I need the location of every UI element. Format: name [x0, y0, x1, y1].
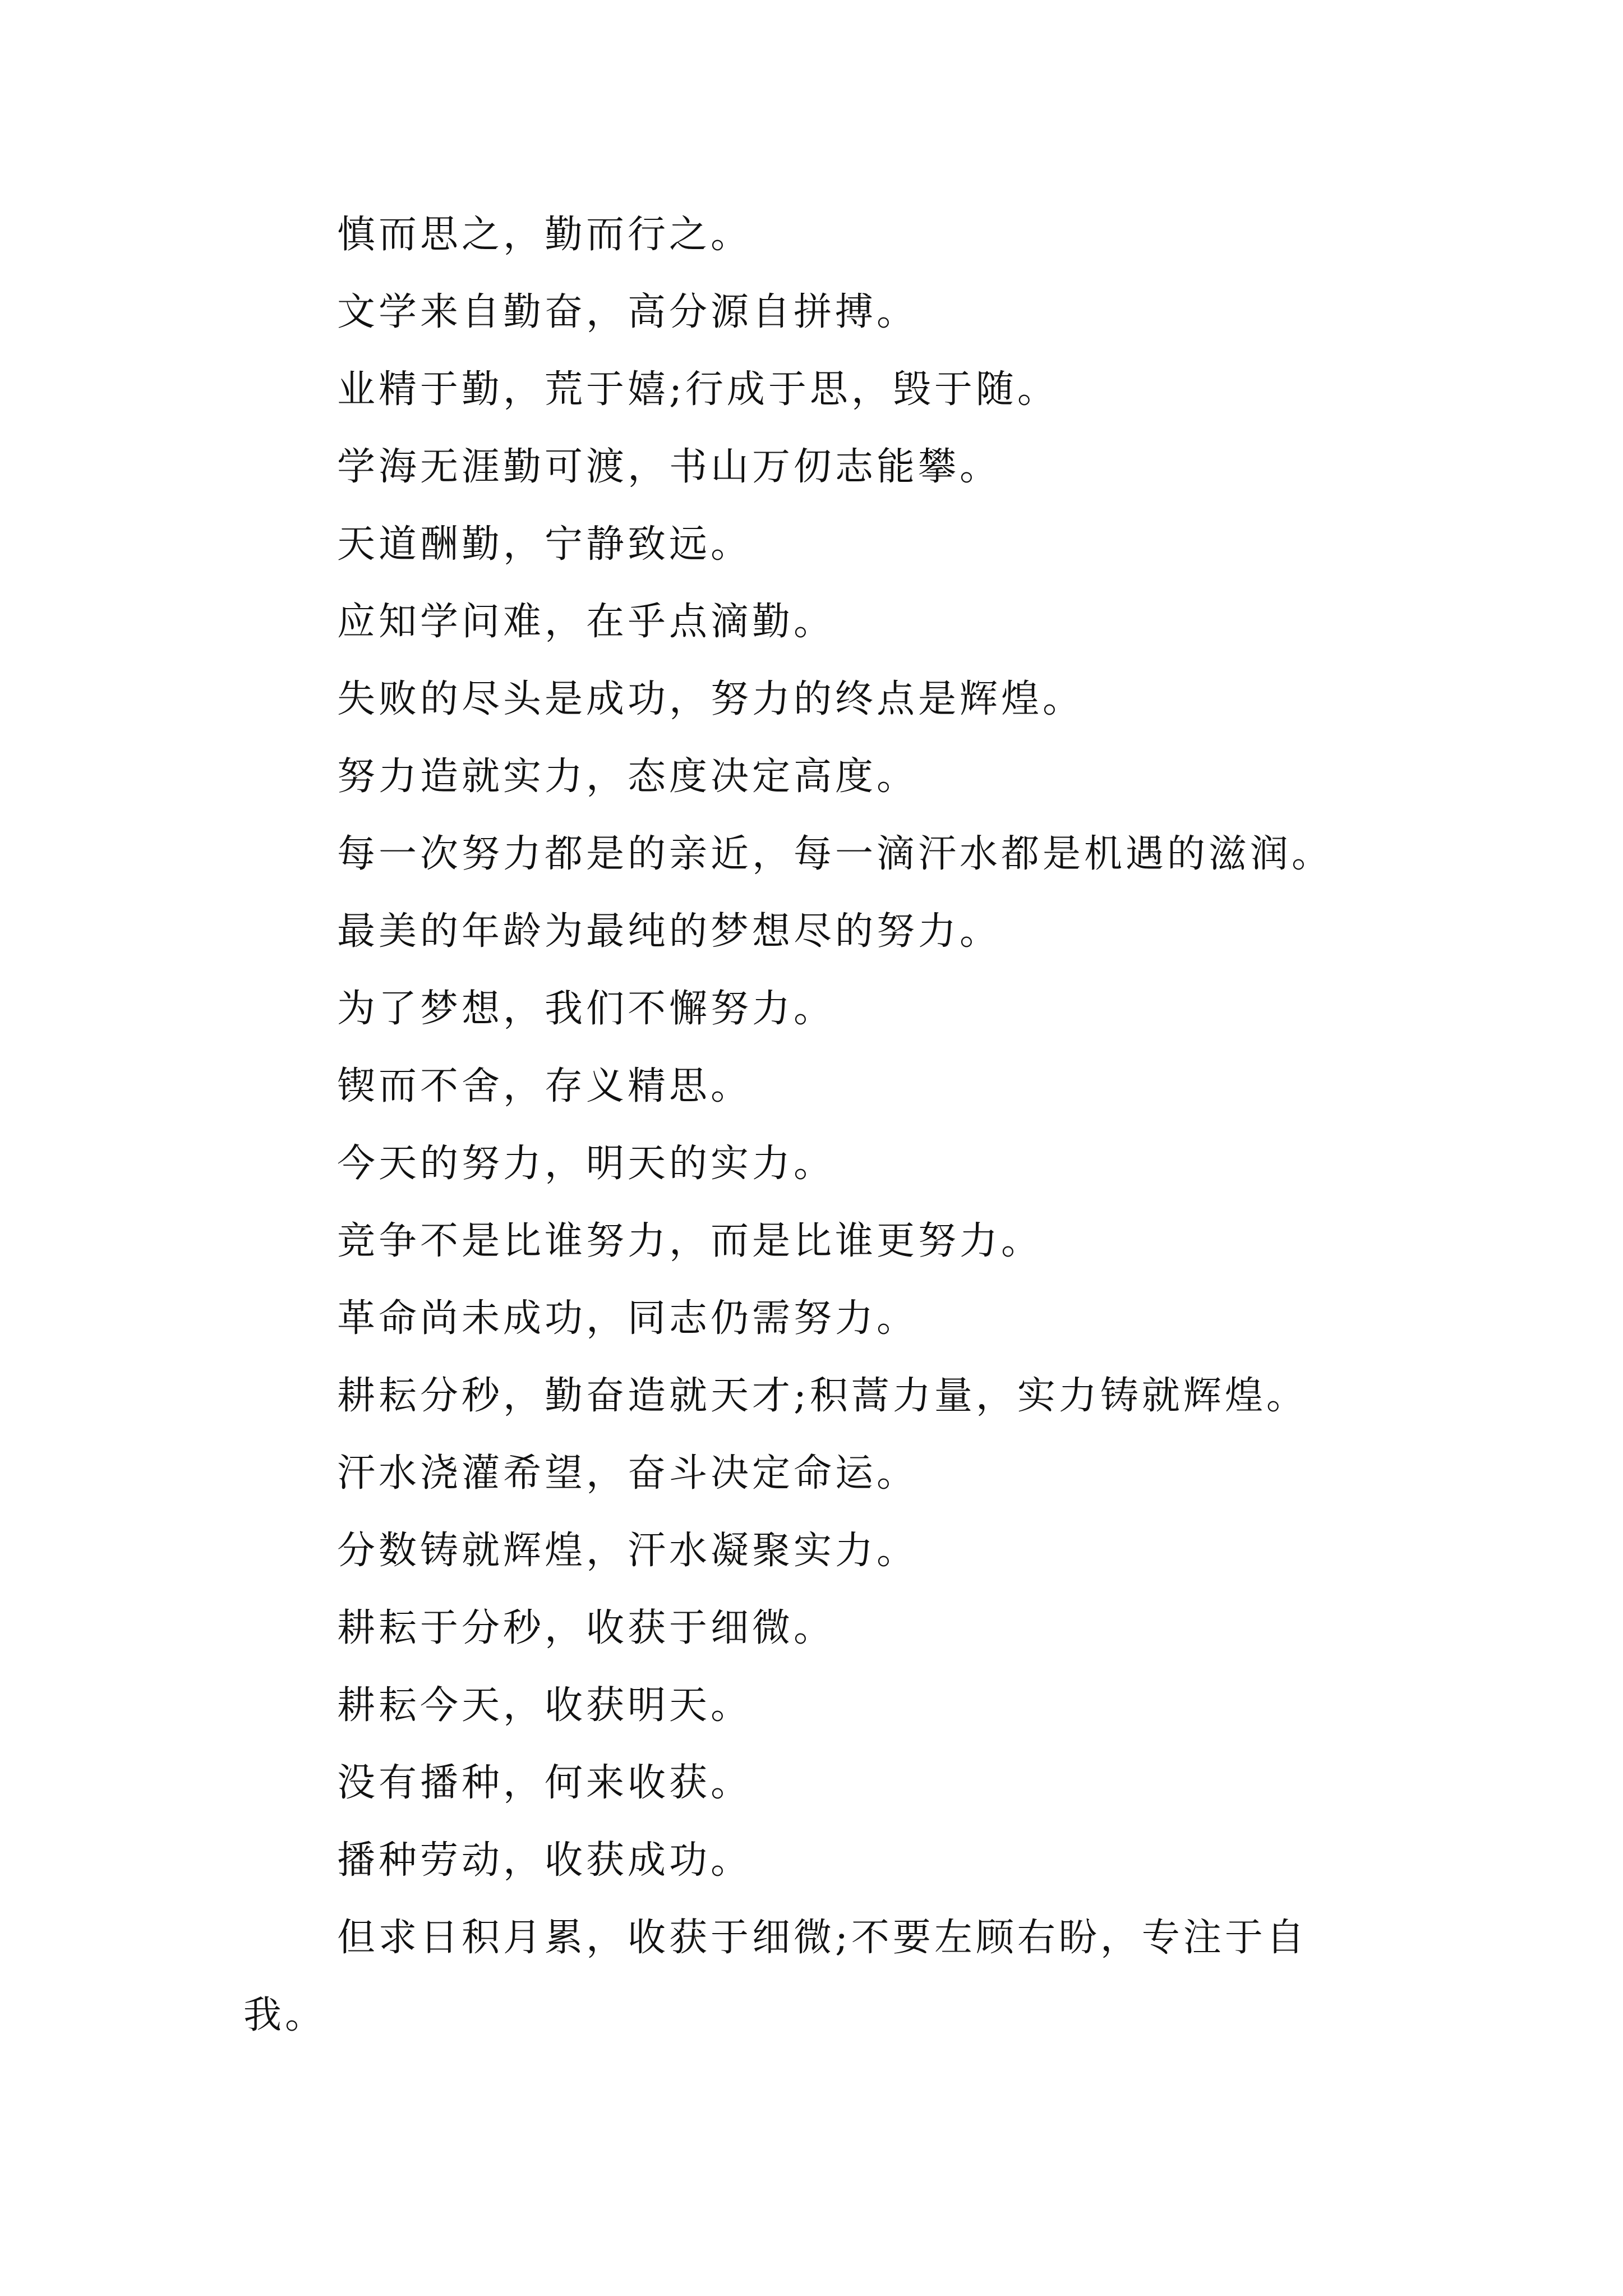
- text-line: 耕耘于分秒，收获于细微。: [337, 1606, 836, 1650]
- text-line: 分数铸就辉煌，汗水凝聚实力。: [337, 1529, 919, 1573]
- text-line: 应知学问难，在乎点滴勤。: [337, 600, 836, 644]
- text-line: 今天的努力，明天的实力。: [337, 1142, 836, 1186]
- text-line: 播种劳动，收获成功。: [337, 1838, 753, 1883]
- text-line: 业精于勤，荒于嬉;行成于思，毁于随。: [337, 367, 1059, 412]
- text-line: 我。: [243, 1993, 327, 2037]
- text-line: 没有播种，何来收获。: [337, 1761, 753, 1805]
- text-line: 但求日积月累，收获于细微;不要左顾右盼，专注于自: [337, 1916, 1308, 1960]
- text-line: 为了梦想，我们不懈努力。: [337, 987, 836, 1031]
- text-line: 文学来自勤奋，高分源自拼搏。: [337, 290, 919, 334]
- text-line: 努力造就实力，态度决定高度。: [337, 754, 919, 799]
- text-line: 天道酬勤，宁静致远。: [337, 522, 753, 567]
- text-line: 耕耘分秒，勤奋造就天才;积蒿力量，实力铸就辉煌。: [337, 1374, 1308, 1418]
- text-line: 汗水浇灌希望，奋斗决定命运。: [337, 1451, 919, 1496]
- text-line: 学海无涯勤可渡，书山万仞志能攀。: [337, 445, 1002, 489]
- text-line: 每一次努力都是的亲近，每一滴汗水都是机遇的滋润。: [337, 832, 1334, 876]
- text-line: 耕耘今天，收获明天。: [337, 1683, 753, 1728]
- text-line: 最美的年龄为最纯的梦想尽的努力。: [337, 909, 1002, 954]
- text-line: 竞争不是比谁努力，而是比谁更努力。: [337, 1219, 1043, 1263]
- text-line: 失败的尽头是成功，努力的终点是辉煌。: [337, 677, 1085, 721]
- text-line: 慎而思之，勤而行之。: [337, 213, 753, 257]
- text-line: 锲而不舍，存义精思。: [337, 1064, 753, 1108]
- document-body: [243, 196, 1415, 2054]
- text-line: 革命尚未成功，同志仍需努力。: [337, 1296, 919, 1341]
